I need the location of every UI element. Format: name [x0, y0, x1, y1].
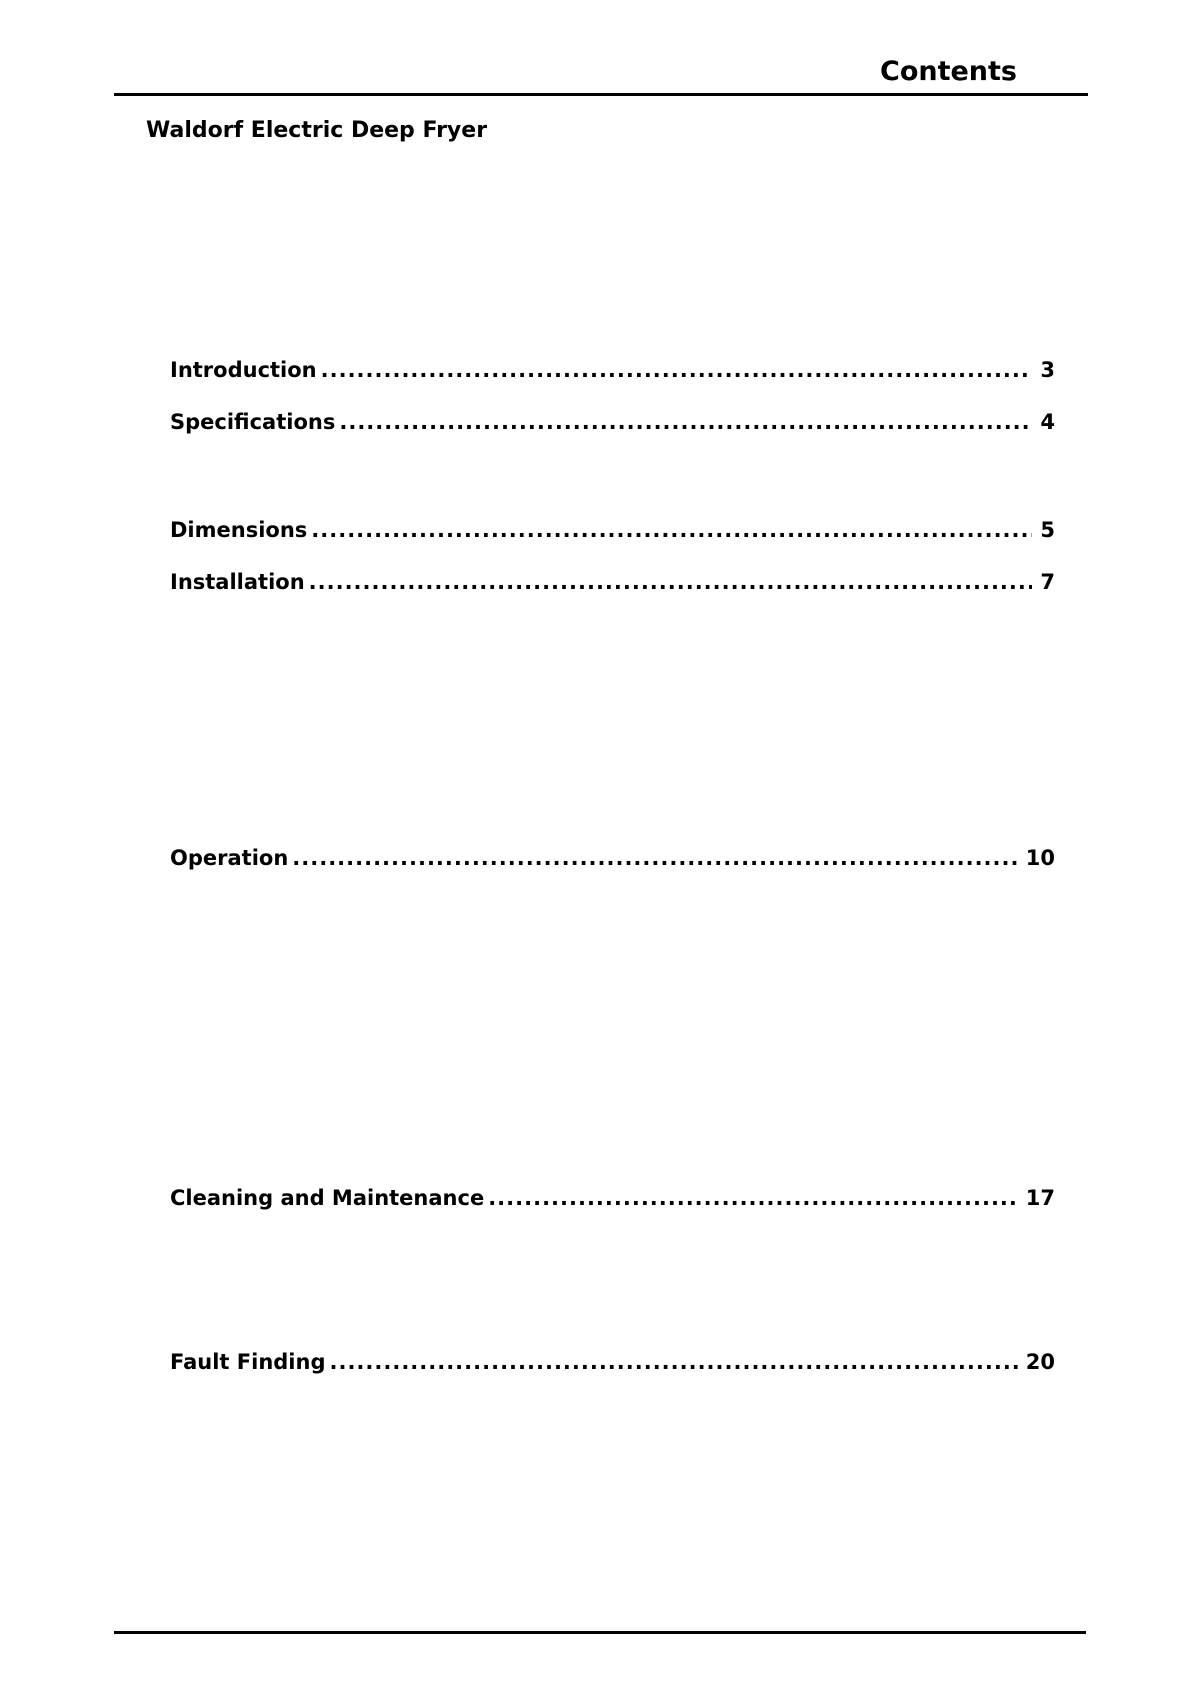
toc-leader-dots: [488, 1183, 1018, 1213]
toc-entry-label: Installation: [170, 570, 305, 594]
toc-entry-introduction[interactable]: [170, 355, 1055, 385]
toc-entry-dimensions[interactable]: [170, 515, 1055, 545]
toc-entry-page: 17: [1025, 1186, 1055, 1210]
toc-leader-dots: [330, 1347, 1018, 1377]
toc-entry-page: 7: [1040, 570, 1055, 594]
toc-leader-dots: [292, 843, 1017, 873]
page-title: Contents: [880, 56, 1018, 87]
toc-entry-label: Introduction: [170, 358, 317, 382]
toc-entry-label: Dimensions: [170, 518, 308, 542]
header-divider: [114, 93, 1088, 96]
toc-entry-page: 10: [1025, 846, 1055, 870]
toc-leader-dots: [311, 515, 1032, 545]
toc-entry-installation[interactable]: [170, 567, 1055, 597]
footer-divider: [114, 1631, 1086, 1634]
toc-entry-operation[interactable]: [170, 843, 1055, 873]
toc-leader-dots: [321, 355, 1033, 385]
toc-entry-page: 20: [1025, 1350, 1055, 1374]
toc-entry-fault-finding[interactable]: [170, 1347, 1055, 1377]
toc-entry-label: Operation: [170, 846, 289, 870]
toc-entry-page: 4: [1040, 410, 1055, 434]
toc-entry-label: Cleaning and Maintenance: [170, 1186, 485, 1210]
toc-entry-page: 3: [1040, 358, 1055, 382]
document-title: Waldorf Electric Deep Fryer: [146, 118, 488, 143]
toc-entry-page: 5: [1040, 518, 1055, 542]
toc-entry-label: Fault Finding: [170, 1350, 326, 1374]
toc-entry-cleaning-and-maintenance[interactable]: [170, 1183, 1055, 1213]
toc-leader-dots: [339, 407, 1032, 437]
toc-entry-label: Specifications: [170, 410, 336, 434]
toc-entry-specifications[interactable]: [170, 407, 1055, 437]
toc-leader-dots: [309, 567, 1033, 597]
